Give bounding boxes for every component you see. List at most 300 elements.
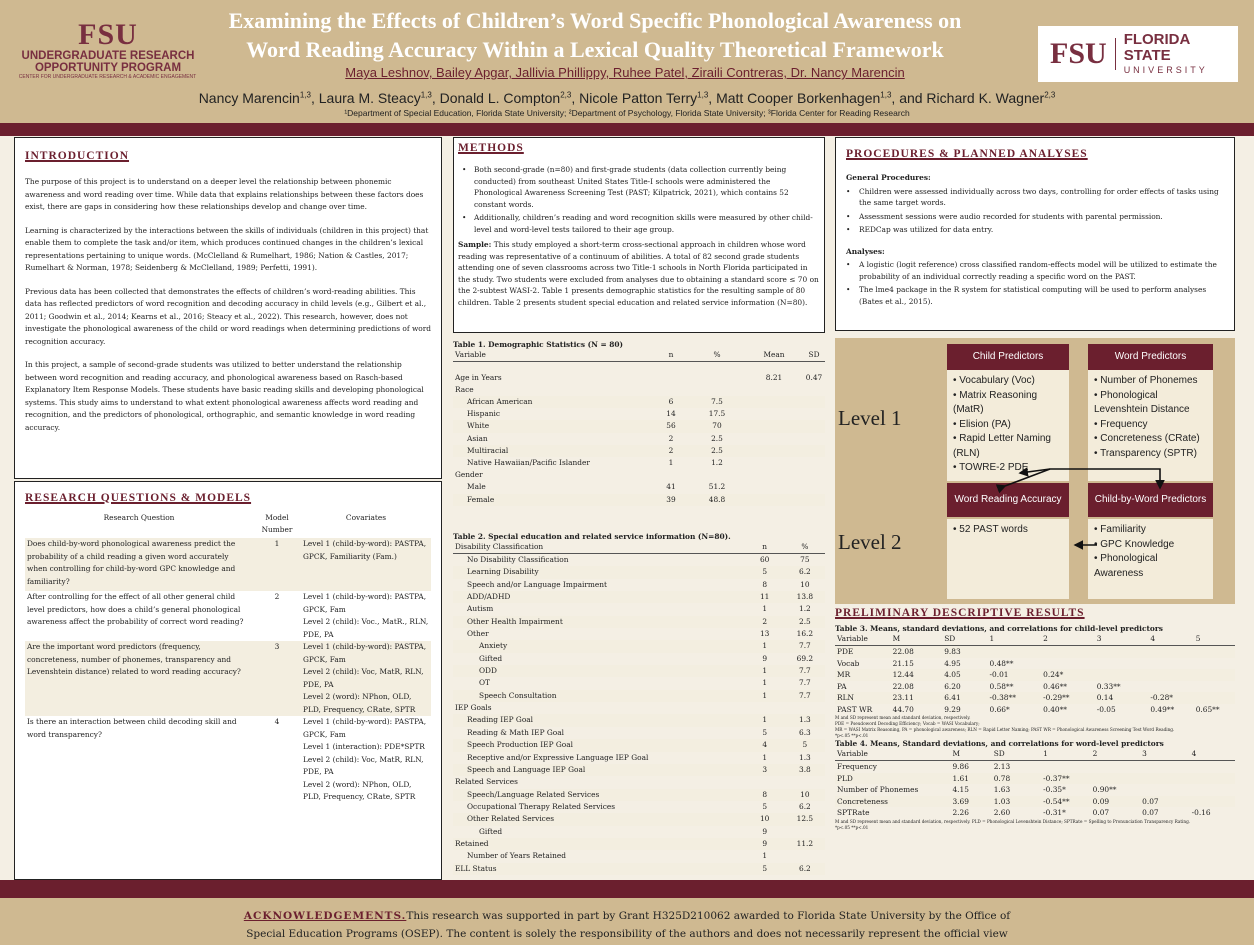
table-2-row	[453, 591, 825, 603]
general-procedures-label: General Procedures:	[846, 173, 931, 182]
table-2-cell: 11	[745, 591, 785, 603]
table-2-cell: 6.2	[785, 863, 825, 875]
methods-panel	[453, 137, 825, 333]
table-3-row	[835, 681, 1235, 693]
table-1-header-row	[453, 349, 825, 362]
table-1-row	[453, 481, 825, 493]
urop-logo	[18, 20, 198, 81]
table-2-cell: 1	[762, 851, 768, 861]
table-1-cell: 8.21	[765, 372, 783, 382]
level-1-label: Level 1	[838, 406, 902, 430]
table-2-header: Disability Classification	[453, 541, 745, 554]
table-1-row	[453, 408, 825, 420]
covariate-line: Level 1 (interaction): PDE*SPTR	[303, 742, 425, 751]
table-3-cell: -0.05	[1096, 704, 1116, 714]
sample-label: Sample:	[458, 240, 492, 249]
fsu-logo-mark: FSU	[78, 18, 138, 51]
table-2-cell: Speech Production IEP Goal	[453, 739, 745, 751]
table-2-row	[453, 801, 825, 813]
bullet-mark: •	[846, 260, 851, 269]
table-3-cell	[1194, 646, 1235, 658]
author-affiliation-sup: 1,3	[697, 90, 709, 100]
table-2-cell	[745, 776, 785, 788]
table-3-cell: 0.14	[1095, 692, 1149, 704]
introduction-panel	[14, 137, 442, 479]
table-1-cell	[745, 445, 803, 457]
table-2-row	[453, 628, 825, 640]
table-3-cell: -0.01	[988, 669, 1042, 681]
table-4-cell: -0.16	[1191, 808, 1211, 817]
table-3-cell: -0.38**	[988, 692, 1042, 704]
table-2-cell: 1.3	[799, 752, 811, 762]
affiliations: ¹Department of Special Education, Florida State University; ²Department of Psychology, Florida State University; ³Florida Center for Reading Research	[344, 108, 910, 118]
analysis-item	[846, 259, 1224, 282]
fsu-logo-mark-right: FSU	[1050, 38, 1116, 70]
table-2-cell: 16.2	[796, 629, 814, 639]
table-4-header: SD	[992, 748, 1041, 761]
table-2-cell	[785, 826, 825, 838]
table-1-cell	[745, 494, 803, 506]
table-1-cell	[653, 384, 689, 396]
table-3-cell: 6.20	[944, 681, 961, 691]
table-4-row	[835, 761, 1235, 773]
table-2-cell: 7.7	[785, 640, 825, 652]
table-3-header: 1	[988, 633, 1042, 646]
general-procedure-item	[846, 186, 1224, 209]
table-2-cell: ADD/ADHD	[453, 591, 745, 603]
table-3-cell: -0.28*	[1148, 692, 1193, 704]
table-4-cell: -0.54**	[1041, 796, 1090, 808]
author-list: Nancy Marencin$^{1,3}$, Laura M. Steacy$^{1,3}$, Donald L. Compton$^{2,3}$, Nicole Patton Terry$^{1,3}$, Matt Cooper Borkenhagen$^{1,3}$, and Richard K. Wagner$^{2,3}$	[198, 90, 1056, 106]
bullet-mark: •	[846, 285, 851, 294]
covariate-line: Level 1 (child-by-word): PASTPA, GPCK, Fam	[303, 642, 427, 664]
table-1-cell: Asian	[467, 433, 488, 443]
table-3-cell: 0.66*	[989, 704, 1010, 714]
table-1-cell	[803, 384, 825, 396]
table-4-cell: 3.69	[950, 796, 991, 808]
table-1-cell	[689, 469, 745, 481]
child-by-word-predictor-item: • Phonological Awareness	[1094, 552, 1207, 581]
table-2-cell: Number of Years Retained	[467, 851, 566, 861]
table-1-cell	[803, 445, 825, 457]
table-2-cell: 8	[745, 789, 785, 801]
methods-sample	[458, 239, 820, 308]
table-2-header: n	[745, 541, 785, 554]
table-2-row	[453, 566, 825, 578]
table-1-cell	[745, 420, 803, 432]
author-name: Donald L. Compton	[439, 90, 561, 106]
model-number: 4	[274, 717, 280, 726]
bullet-mark: •	[462, 213, 467, 222]
bullet-mark: •	[846, 186, 851, 196]
author-name: Matt Cooper Borkenhagen	[716, 90, 881, 106]
table-4-header: 2	[1091, 748, 1140, 761]
table-2-cell: Speech/Language Related Services	[453, 789, 745, 801]
fsu-wordmark-line-2: UNIVERSITY	[1123, 65, 1208, 75]
introduction-paragraph: In this project, a sample of second-grade students was utilized to better understand the relationship between word recognition and reading accuracy, and phonological awareness based on Rasch-based Explanatory Item Response Models. These students have basic reading skills and developing phonological systems. This study aims to understand to what extent phonological awareness affects word reading and recognition, and the predictors of phonological, orthographic, and semantic knowledge in word reading accuracy.	[25, 360, 424, 432]
table-2-cell: 2.5	[785, 616, 825, 628]
table-1-cell	[803, 469, 825, 481]
table-2-row	[453, 677, 825, 689]
table-2-row	[453, 813, 825, 825]
table-3-cell	[1148, 658, 1193, 670]
table-1-header: Variable	[453, 349, 653, 362]
table-4-row	[835, 773, 1235, 785]
methods-text	[458, 164, 820, 308]
table-2-row	[453, 789, 825, 801]
table-4-note: *p<.05 **p<.01	[835, 824, 869, 830]
child-predictor-item: • TOWRE-2 PDE	[953, 461, 1063, 476]
table-1-cell: 2	[653, 445, 689, 457]
table-1-cell	[803, 481, 825, 493]
bullet-mark: •	[846, 225, 851, 234]
table-2-cell: 1	[762, 752, 768, 762]
covariate-line: Level 2 (child): Voc, MatR, RLN, PDE, PA	[303, 754, 424, 776]
introduction-title: INTRODUCTION	[25, 150, 130, 162]
table-3-cell: -0.29**	[1041, 692, 1095, 704]
table-2-cell: 7.7	[785, 690, 825, 702]
table-3-cell: 21.15	[892, 658, 914, 668]
table-3-cell	[1194, 658, 1235, 670]
table-2-cell: 5	[762, 727, 768, 737]
table-2-row	[453, 739, 825, 751]
table-3-cell: 9.83	[942, 646, 987, 658]
table-2-cell: OT	[479, 678, 490, 688]
table-1-cell: 51.2	[708, 482, 726, 492]
table-2-block	[453, 532, 825, 875]
table-1-cell: White	[453, 420, 653, 432]
table-2-cell: Reading & Math IEP Goal	[467, 727, 565, 737]
table-4-cell: 2.13	[993, 762, 1011, 771]
table-3-cell: 9.29	[944, 704, 961, 714]
table-4-cell	[1140, 773, 1189, 785]
table-1-cell	[745, 396, 803, 408]
table-3-cell	[1194, 669, 1235, 681]
table-3-cell: 23.11	[891, 692, 943, 704]
analysis-item-text: The lme4 package in the R system for statistical computing will be used to perform analyses (Bates et al., 2015).	[859, 285, 1207, 306]
table-2-cell: 1	[745, 690, 785, 702]
logo-line-1: UNDERGRADUATE RESEARCH	[21, 50, 195, 62]
author-name: Laura M. Steacy	[318, 90, 421, 106]
table-2-cell: 3.8	[785, 764, 825, 776]
table-2-row	[453, 554, 825, 567]
table-2-cell: 9	[762, 826, 768, 836]
table-2-cell: 5	[785, 739, 825, 751]
fsu-wordmark-line-1: FLORIDA STATE	[1123, 31, 1190, 64]
table-3-row	[835, 658, 1235, 670]
model-number: 1	[253, 538, 301, 591]
table-4-row	[835, 807, 1235, 819]
results-section	[835, 607, 1235, 831]
table-3-cell	[1095, 669, 1149, 681]
procedures-panel	[835, 137, 1235, 331]
table-4-cell: 4.15	[952, 785, 969, 794]
general-procedure-item-text: REDCap was utilized for data entry.	[859, 225, 994, 234]
word-predictor-item: • Transparency (SPTR)	[1094, 447, 1207, 462]
table-3-cell: 0.65**	[1195, 704, 1220, 714]
table-1-row	[453, 457, 825, 469]
table-3-cell: 0.58**	[989, 681, 1014, 691]
table-1-cell	[745, 384, 803, 396]
table-2-cell: 9	[762, 653, 768, 663]
research-table-header: Research Question	[103, 513, 175, 522]
table-1-cell	[745, 433, 803, 445]
title-line-2: Word Reading Accuracy Within a Lexical Quality Theoretical Framework	[246, 37, 944, 62]
research-question: Does child-by-word phonological awareness predict the probability of a child reading a given word accurately when controlling for child-by-word GPC knowledge and familiarity?	[25, 538, 253, 591]
table-4-cell	[1091, 761, 1140, 773]
table-1-block	[453, 340, 825, 506]
table-2-cell: Speech and/or Language Impairment	[467, 579, 608, 589]
acknowledgements-text-1: This research was supported in part by Grant H325D210062 awarded to Florida State University by the Office of	[406, 910, 1011, 922]
table-1-header: Mean	[745, 349, 803, 362]
table-1-cell	[745, 481, 803, 493]
table-2-row	[453, 640, 825, 652]
table-3-cell	[1148, 681, 1193, 693]
table-2-header-row	[453, 541, 825, 554]
table-1-cell: 6	[653, 396, 689, 408]
covariate-line: Level 2 (word): NPhon, OLD, PLD, Frequency, CRate, SPTR	[303, 779, 416, 801]
table-3-note: M and SD represent mean and standard deviation, respectively.	[835, 715, 971, 720]
introduction-paragraph: Learning is characterized by the interactions between the skills of individuals (children in this project) that enable them to complete the task and/or item, which produces continued changes in the children’s lexical representations pertaining to unique words. (McClelland & Rumelhart, 1986; Nation & Castles, 2017; Rumelhart & Norman, 1978; Seidenberg & McClelland, 1989; Perfetti, 1991).	[25, 225, 429, 272]
table-4-cell	[1140, 784, 1189, 796]
table-2-cell: 5	[745, 566, 785, 578]
table-2-cell: 4	[745, 739, 785, 751]
table-4-cell: 1.61	[950, 773, 991, 785]
table-3-header: 5	[1194, 633, 1235, 646]
table-1-cell: 7.5	[689, 396, 745, 408]
table-4-cell: -0.37**	[1041, 773, 1090, 785]
research-question: Are the important word predictors (frequency, concreteness, number of phonemes, transparency and Levenshtein distance) related to word reading accuracy?	[25, 641, 253, 716]
table-3-cell	[1095, 658, 1149, 670]
table-4	[835, 748, 1235, 819]
methods-bullet	[458, 164, 820, 210]
logo-line-2: OPPORTUNITY PROGRAM	[34, 62, 182, 74]
table-2-cell: 7.7	[799, 678, 811, 688]
table-4-header: 4	[1190, 748, 1235, 761]
table-4-note: M and SD represent mean and standard deviation, respectively. PLD = Phonological Levenshtein Distance; SPTRate = Spelling to Pronunciation Transparency Rating.	[835, 818, 1191, 824]
table-1-cell	[803, 420, 825, 432]
table-2-row	[453, 776, 825, 788]
covariate-line: Level 1 (child-by-word): PASTPA, GPCK, Fam	[303, 717, 427, 739]
analysis-item	[846, 284, 1224, 307]
author-name: Nicole Patton Terry	[579, 90, 698, 106]
child-predictor-item: • Matrix Reasoning (MatR)	[953, 389, 1063, 418]
table-2-header: %	[785, 541, 825, 554]
acknowledgements-label: ACKNOWLEDGEMENTS.	[243, 910, 407, 922]
table-2-cell: Gifted	[479, 653, 503, 663]
general-procedure-item-text: Assessment sessions were audio recorded for students with parental permission.	[859, 211, 1163, 221]
table-3-cell	[1041, 658, 1095, 670]
author-name: Nancy Marencin	[198, 90, 300, 106]
table-1-caption: Table 1. Demographic Statistics (N = 80)	[453, 340, 624, 349]
general-procedure-item	[846, 224, 1224, 236]
covariates-cell	[301, 591, 431, 641]
table-2-cell: Autism	[467, 604, 494, 614]
word-predictors-header: Word Predictors	[1088, 344, 1213, 370]
table-2-row	[453, 616, 825, 628]
research-table-header: Covariates	[345, 513, 387, 522]
author-affiliation-sup: 1,3	[880, 90, 892, 100]
table-2-cell: Speech and Language IEP Goal	[453, 764, 745, 776]
analyses-list	[846, 259, 1224, 307]
table-3-cell: 22.08	[891, 646, 943, 658]
table-3-cell: 0.33**	[1096, 681, 1121, 691]
research-question-row	[25, 538, 431, 591]
table-1-cell: 2	[668, 433, 674, 443]
model-number: 2	[274, 592, 280, 601]
table-4-row	[835, 784, 1235, 796]
table-2-cell: 69.2	[796, 653, 814, 663]
table-4-caption: Table 4. Means, Standard deviations, and correlations for word-level predictors	[835, 739, 1164, 748]
table-2-cell: 10	[745, 813, 785, 825]
table-3-cell: 4.05	[942, 669, 987, 681]
table-4-cell: 0.07	[1142, 808, 1159, 817]
table-1-cell: 56	[653, 420, 689, 432]
results-title: PRELIMINARY DESCRIPTIVE RESULTS	[835, 607, 1085, 619]
table-2-cell: No Disability Classification	[467, 555, 569, 564]
child-by-word-predictor-item: • Familiarity	[1094, 523, 1207, 538]
table-3-row	[835, 646, 1235, 658]
covariate-line: Level 2 (word): NPhon, OLD, PLD, Frequency, CRate, SPTR	[303, 692, 416, 714]
table-2-cell: 9	[745, 838, 785, 850]
table-2-cell: 1	[745, 665, 785, 677]
table-2-cell: 10	[785, 789, 825, 801]
table-3-header: 4	[1148, 633, 1193, 646]
table-4-cell: SPTRate	[837, 808, 870, 817]
research-question-row	[25, 641, 431, 716]
table-1-header: SD	[803, 349, 825, 362]
table-1-cell: Gender	[455, 470, 483, 480]
methods-bullet-text: Additionally, children’s reading and word recognition skills were measured by other child-level and word-level tests tailored to their age group.	[474, 213, 813, 234]
analyses-label: Analyses:	[846, 246, 885, 256]
fsu-wordmark	[1116, 32, 1238, 76]
table-1-cell: 17.5	[708, 409, 726, 419]
table-4-cell: PLD	[835, 773, 950, 785]
table-2-cell: 7.7	[785, 665, 825, 677]
table-4-header-row	[835, 748, 1235, 761]
table-4-cell: 0.09	[1091, 796, 1140, 808]
table-2-cell: Related Services	[455, 777, 518, 787]
table-2-row	[453, 727, 825, 739]
table-2-row	[453, 826, 825, 838]
table-2-cell: Retained	[453, 838, 745, 850]
research-question-row	[25, 716, 431, 804]
author-name: and Richard K. Wagner	[899, 90, 1045, 106]
table-4-cell	[1190, 773, 1235, 785]
table-4-cell: 2.60	[993, 808, 1011, 817]
table-2-row	[453, 579, 825, 591]
table-3-cell	[1095, 646, 1149, 658]
table-3-cell: 0.24*	[1041, 669, 1095, 681]
table-3-header: 2	[1041, 633, 1095, 646]
table-1-row	[453, 469, 825, 481]
child-predictor-item: • Elision (PA)	[953, 418, 1063, 433]
table-2-cell: 5	[745, 863, 785, 875]
table-4-cell: 0.07	[1092, 808, 1110, 817]
child-predictor-item: • Vocabulary (Voc)	[953, 374, 1063, 389]
child-predictor-item: • Rapid Letter Naming (RLN)	[953, 432, 1063, 461]
table-1-cell: 2.5	[711, 433, 723, 443]
table-2-row	[453, 714, 825, 726]
general-procedures-list	[846, 186, 1224, 236]
covariates-cell	[301, 716, 431, 804]
table-3-cell: 4.95	[944, 658, 961, 668]
table-4-cell	[1190, 761, 1235, 773]
table-1-spacer	[453, 362, 825, 372]
covariates-cell	[301, 538, 431, 591]
table-4-notes	[835, 819, 1235, 831]
covariate-line: Level 1 (child-by-word): PASTPA, GPCK, Familiarity (Fam.)	[303, 539, 427, 561]
table-3-cell: 44.70	[892, 704, 914, 714]
table-2-row	[453, 690, 825, 702]
research-question: After controlling for the effect of all other general child level predictors, how does a child’s general phonological awareness affect the probability of correct word reading?	[27, 592, 244, 626]
table-1-cell	[803, 396, 825, 408]
covariate-line: Level 1 (child-by-word): PASTPA, GPCK, Fam	[303, 592, 427, 614]
author-affiliation-sup: 2,3	[1044, 90, 1056, 100]
table-1-cell: Male	[467, 482, 486, 492]
table-4-cell	[1091, 773, 1140, 785]
introduction-text	[25, 176, 431, 434]
table-1-row	[453, 396, 825, 408]
table-2-cell: 1	[762, 678, 768, 688]
table-3-note: *p<.05 **p<.01	[835, 733, 869, 738]
sample-text: This study employed a short-term cross-sectional approach in children whose word reading was representative of a continuum of abilities. A total of 82 second grade students attending one of seven classrooms across two Title-1 schools in North Florida participated in the study. Two students were excluded from analyses due to obtaining a standard score ≤ 70 on the 2-subtest WASI-2. Table 1 presents demographic statistics for the resulting sample of 80 children. Table 2 presents student special education and related service information (N=80).	[458, 240, 819, 307]
table-1-cell: African American	[453, 396, 653, 408]
table-2-caption: Table 2. Special education and related service information (N=80).	[453, 532, 731, 541]
word-predictor-item: • Concreteness (CRate)	[1094, 432, 1207, 447]
table-2-cell: 60	[759, 555, 770, 564]
table-1-cell	[653, 469, 689, 481]
table-2-row	[453, 603, 825, 615]
table-2-cell: 1	[762, 604, 768, 614]
footer-divider-band	[0, 880, 1254, 898]
table-2-row	[453, 702, 825, 714]
methods-bullets	[458, 164, 820, 235]
table-4-header: M	[950, 748, 991, 761]
table-1-row	[453, 433, 825, 445]
table-3-cell: 6.41	[942, 692, 987, 704]
table-2-cell: 3	[745, 764, 785, 776]
table-3-header: Variable	[835, 633, 891, 646]
covariate-line: Level 2 (child): Voc., MatR., RLN, PDE, PA	[303, 617, 429, 639]
child-by-word-predictors-header: Child-by-Word Predictors	[1088, 483, 1213, 517]
table-3-header: 3	[1095, 633, 1149, 646]
table-2-cell: 75	[800, 555, 810, 564]
table-2-cell: ELL Status	[453, 863, 745, 875]
table-4-cell: 0.90**	[1092, 785, 1117, 794]
table-4-cell: -0.31*	[1043, 808, 1066, 817]
research-table-header: Model Number	[261, 513, 293, 534]
table-1-cell: Race	[455, 384, 474, 394]
word-predictor-item: • Number of Phonemes	[1094, 374, 1207, 389]
table-1-cell	[745, 408, 803, 420]
model-number: 3	[253, 641, 301, 716]
table-2-row	[453, 752, 825, 764]
covariate-line: Level 2 (child): Voc, MatR, RLN, PDE, PA	[303, 667, 424, 689]
table-1-cell: 2.5	[689, 445, 745, 457]
table-1-row	[453, 445, 825, 457]
table-4-cell: 0.07	[1140, 796, 1189, 808]
research-table-header-row	[25, 512, 431, 538]
table-1-row	[453, 372, 825, 384]
table-2-cell: 10	[800, 579, 810, 589]
research-questions-title: RESEARCH QUESTIONS & MODELS	[25, 492, 252, 504]
table-3-row	[835, 704, 1235, 716]
table-4-cell: 1.63	[993, 785, 1011, 794]
table-2-cell: Reading IEP Goal	[453, 714, 745, 726]
table-4-cell	[1190, 796, 1235, 808]
table-1-cell	[653, 372, 689, 384]
